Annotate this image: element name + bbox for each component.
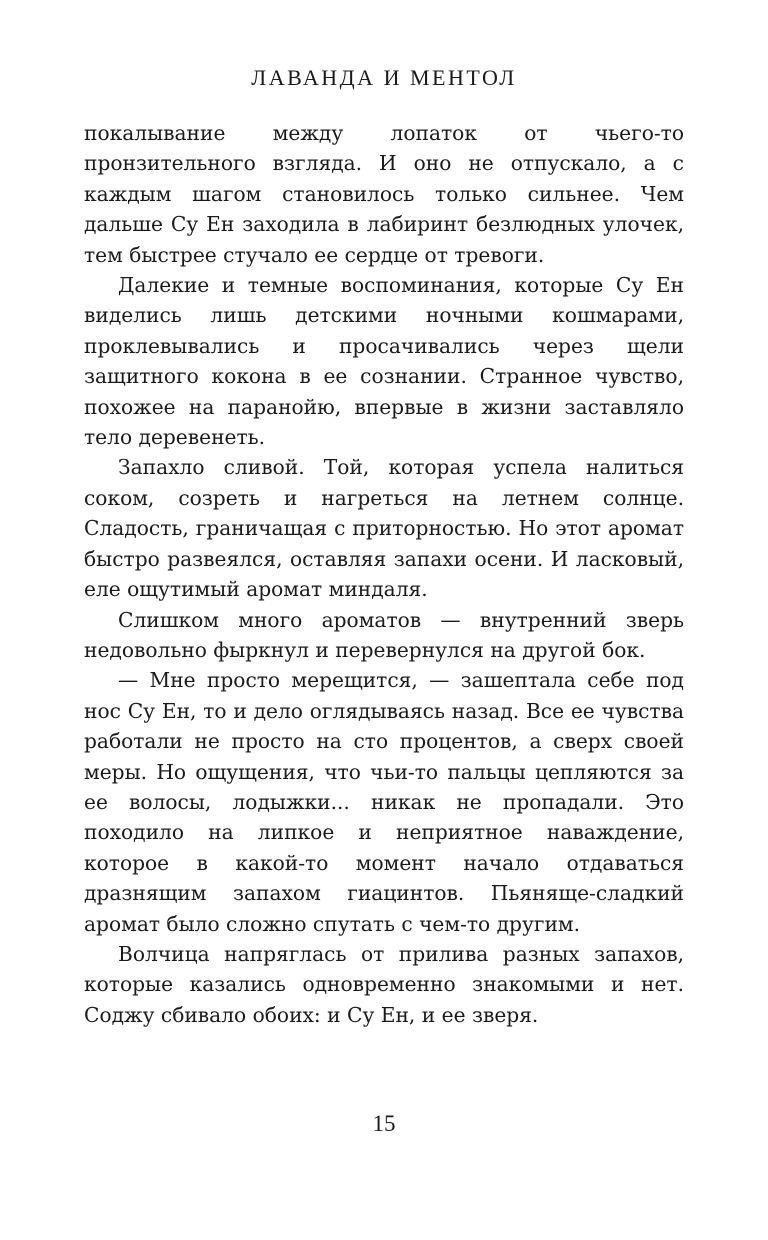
paragraph-1: покалывание между лопаток от чьего-то пронзительного взгляда. И оно не отпускало, а с каждым шагом становилось только сильнее. Чем дальше Су Ен заходила в лабиринт безлюдных улочек, тем быстрее стучало ее сердце от тревоги. bbox=[84, 121, 684, 267]
paragraph-2: Далекие и темные воспоминания, которые Су Ен виделись лишь детскими ночными кошмарами, проклевывались и просачивались через щели защитного кокона в ее сознании. Странное чувство, похожее на паранойю, впервые в жизни заставляло тело деревенеть. bbox=[84, 273, 684, 450]
paragraph-3: Запахло сливой. Той, которая успела налиться соком, созреть и нагреться на летнем солнце. Сладость, граничащая с приторностью. Но этот аромат быстро развеялся, оставляя запахи осени. И ласковый, еле ощутимый аромат миндаля. bbox=[84, 455, 684, 602]
paragraph-4: Слишком много ароматов — внутренний зверь недовольно фыркнул и перевернулся на другой бок. bbox=[84, 607, 684, 662]
running-header: ЛАВАНДА И МЕНТОЛ bbox=[251, 65, 517, 90]
paragraph-5: — Мне просто мерещится, — зашептала себе под нос Су Ен, то и дело оглядываясь назад. Все ее чувства работали не просто на сто процентов, а сверх своей меры. Но ощущения, что чьи-то пальцы цепляются за ее волосы, лодыжки... никак не пропадали. Это походило на липкое и неприятное наваждение, которое в какой-то момент начало отдаваться дразнящим запахом гиацинтов. Пьяняще-сладкий аромат было сложно спутать с чем-то другим. bbox=[84, 668, 684, 936]
page-number: 15 bbox=[372, 1111, 396, 1136]
paragraph-6: Волчица напряглась от прилива разных запахов, которые казались одновременно знакомыми и нет. Соджу сбивало обоих: и Су Ен, и ее зверя. bbox=[84, 941, 684, 1027]
body-text bbox=[84, 118, 684, 1030]
